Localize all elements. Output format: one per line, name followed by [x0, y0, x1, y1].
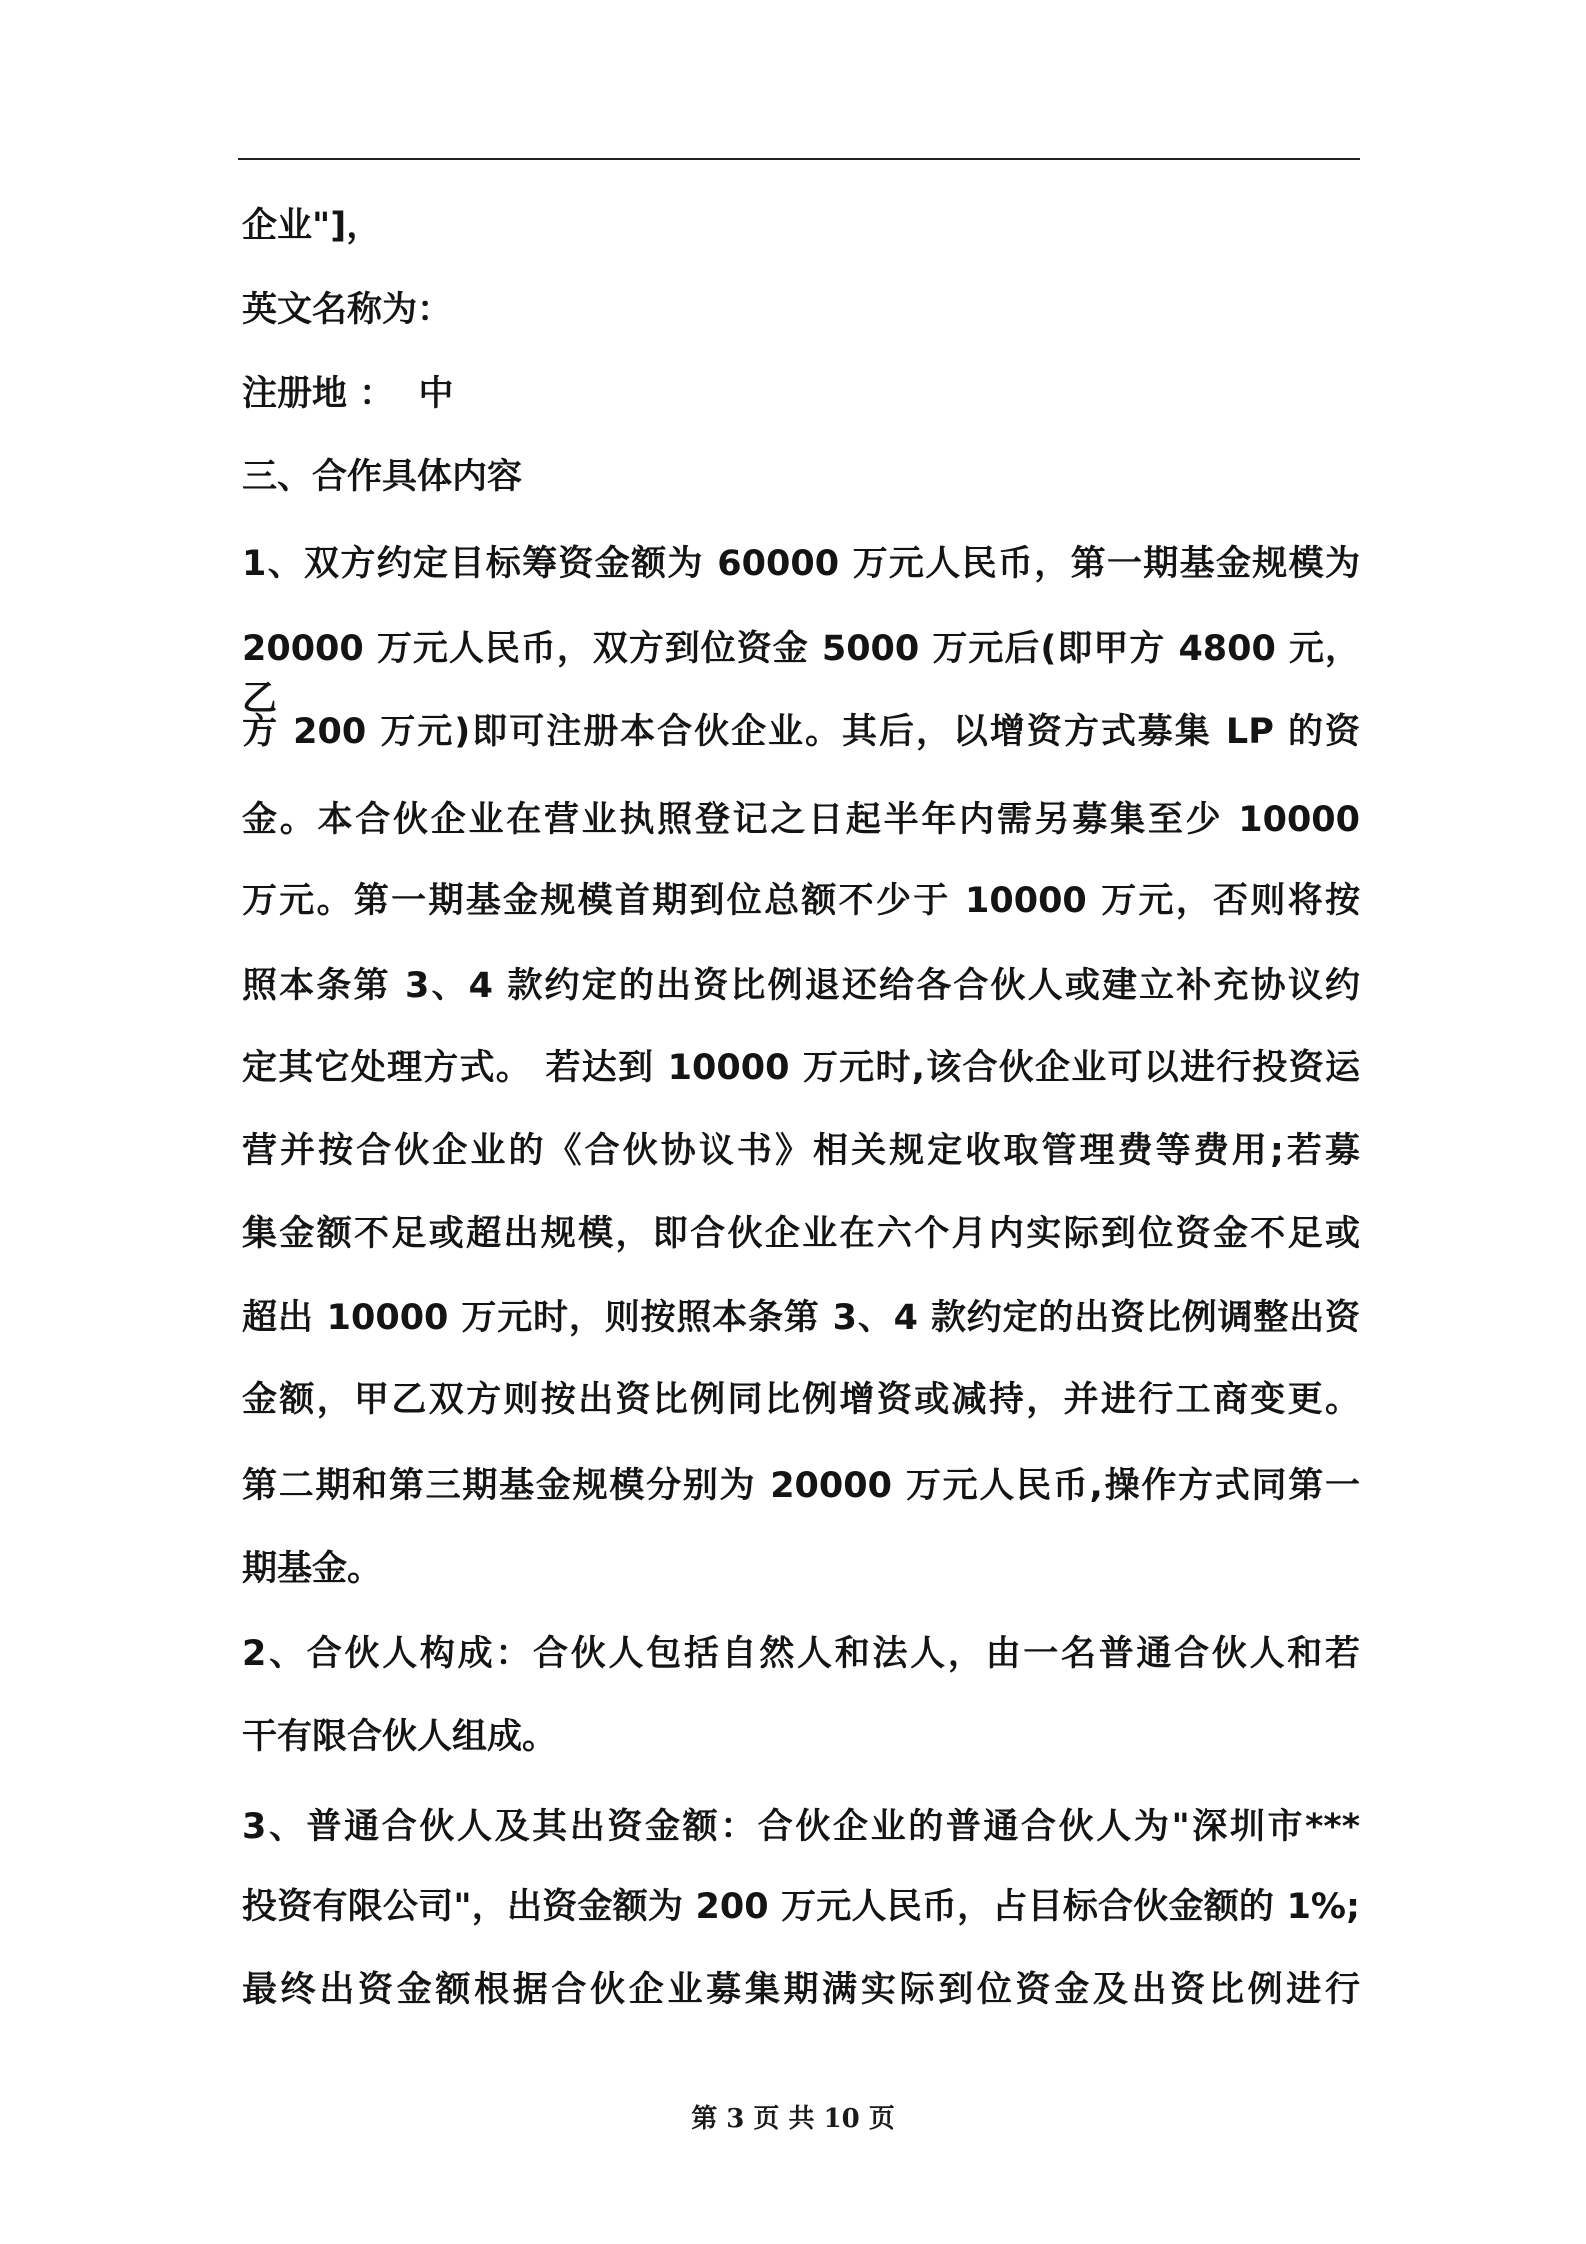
header-rule [238, 158, 1360, 160]
text-line: 投资有限公司"，出资金额为 200 万元人民币，占目标合伙金额的 1%; [242, 1887, 1360, 1927]
text-line: 期基金。 [242, 1549, 383, 1589]
page-number-footer: 第 3 页 共 10 页 [691, 2104, 895, 2134]
text-line: 2、合伙人构成：合伙人包括自然人和法人，由一名普通合伙人和若 [242, 1634, 1360, 1674]
text-line: 干有限合伙人组成。 [242, 1717, 558, 1757]
text-line: 集金额不足或超出规模，即合伙企业在六个月内实际到位资金不足或 [242, 1214, 1360, 1254]
text-line: 20000 万元人民币，双方到位资金 5000 万元后(即甲方 4800 元，乙 [242, 629, 1360, 719]
text-line: 超出 10000 万元时，则按照本条第 3、4 款约定的出资比例调整出资 [242, 1298, 1360, 1338]
text-line: 定其它处理方式。 若达到 10000 万元时,该合伙企业可以进行投资运 [242, 1048, 1360, 1088]
text-line: 第二期和第三期基金规模分别为 20000 万元人民币,操作方式同第一 [242, 1466, 1360, 1506]
text-line: 最终出资金额根据合伙企业募集期满实际到位资金及出资比例进行 [242, 1970, 1360, 2010]
text-line: 方 200 万元)即可注册本合伙企业。其后，以增资方式募集 LP 的资 [242, 712, 1360, 752]
text-line: 金。本合伙企业在营业执照登记之日起半年内需另募集至少 10000 [242, 800, 1360, 840]
text-line: 英文名称为： [242, 290, 453, 330]
text-line: 营并按合伙企业的《合伙协议书》相关规定收取管理费等费用;若募 [242, 1131, 1360, 1171]
section-heading: 三、合作具体内容 [242, 457, 523, 497]
text-line: 1、双方约定目标筹资金额为 60000 万元人民币，第一期基金规模为 [242, 544, 1360, 584]
text-line: 万元。第一期基金规模首期到位总额不少于 10000 万元，否则将按 [242, 881, 1360, 921]
text-line: 企业"]， [242, 206, 382, 246]
text-line: 注册地 ： 中 [242, 374, 454, 414]
text-line: 照本条第 3、4 款约定的出资比例退还给各合伙人或建立补充协议约 [242, 966, 1360, 1006]
text-line: 3、普通合伙人及其出资金额：合伙企业的普通合伙人为"深圳市*** [242, 1807, 1360, 1847]
text-line: 金额，甲乙双方则按出资比例同比例增资或减持，并进行工商变更。 [242, 1380, 1360, 1420]
